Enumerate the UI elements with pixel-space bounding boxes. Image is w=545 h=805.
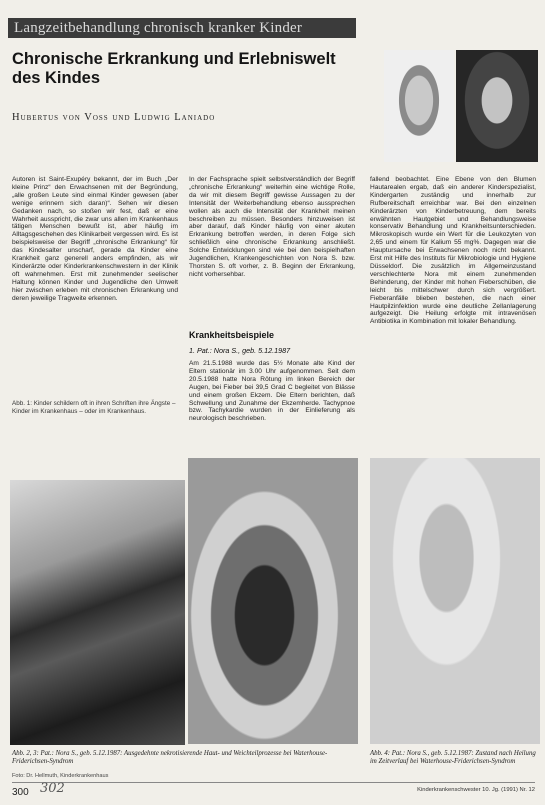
- case-heading: 1. Pat.: Nora S., geb. 5.12.1987: [189, 346, 291, 355]
- page-number: 300: [12, 787, 29, 798]
- clinical-photo-right: [370, 458, 540, 744]
- body-column-1: [12, 176, 178, 392]
- article-title: Chronische Erkrankung und Erlebniswelt des Kindes: [12, 50, 336, 87]
- figure-caption-left: Abb. 2, 3: Pat.: Nora S., geb. 5.12.1987: Ausgedehnte nekrotisierende Haut- und Weichteilprozesse bei Waterhouse-Friderichsen-Syndrom: [12, 750, 328, 765]
- section-banner: Langzeitbehandlung chronisch kranker Kinder: [8, 18, 356, 38]
- photo-credit: Foto: Dr. Hellmuth, Kinderkrankenhaus: [12, 773, 109, 779]
- figure-caption-right: Abb. 4: Pat.: Nora S., geb. 5.12.1987: Zustand nach Heilung im Zeitverlauf bei Waterhouse-Friderichsen-Syndrom: [370, 750, 536, 765]
- figure-caption-small: Abb. 1: Kinder schildern oft in ihren Schriften ihre Ängste – Kinder im Krankenhaus – oder im Krankenhaus.: [12, 400, 176, 415]
- case-paragraph: Am 21.5.1988 wurde das 5½ Monate alte Kind der Eltern stationär im 3.00 Uhr aufgenommen. Seit dem 20.5.1988 hatte Nora Rötung im linken Bereich der Augen, bei Fieber bei 39,5 Grad C begleitet von Blässe und einem großen Ekzem. Die Eltern berichten, daß Schwellung und Zunahme der Ekzemherde. Tachypnoe bzw. Tachykardie wurden in der Einlieferung als neurologisch beschrieben.: [189, 360, 355, 423]
- intro-paragraph: Autoren ist Saint-Exupéry bekannt, der im Buch „Der kleine Prinz“ den Erwachsenen mit der Begründung, „alle großen Leute sind einmal Kinder gewesen (aber wenige erinnern sich daran)“. Sehen wir diesen Gedanken nach, so stoßen wir fest, daß er eine Wahrheit ausspricht, die zwar uns allen im Krankenhaus tätigen Menschen bewußt ist, aber häufig im Alltagsgeschehen des Klinikarbeit vergessen wird. Es ist beispielsweise der Begriff „chronische Erkrankung“ für das Kindesalter unscharf, gerade da Kinder eine Krankheit ganz generell anders empfinden, als wir Kinderärzte oder Kinderkrankenschwestern in der Klinik oft wahrnehmen. Erst mit zunehmender seelischer Haltung können Kinder und Jugendliche den Umwelt hier zwischen erleben mit chronischen Erkrankung und deren jeweilige Tragweite erkennen.: [12, 176, 178, 302]
- body-column-2: [189, 176, 355, 326]
- body-paragraph-2: In der Fachsprache spielt selbstverständlich der Begriff „chronische Erkrankung“ weiterhin eine wichtige Rolle, da wir mit diesem Begriff gewisse Aussagen zu der Intensität der Weiterbehandlung ebenso aussprechen wollen als auch die Intensität der Krankheit meinen beschreiben zu müssen. Besonders hinzuweisen ist aber darauf, daß Kinder häufig von einer akuten Erkrankung betroffen werden, in deren Folge sich schließlich eine chronische Erkrankung anschließt. Solche Entwicklungen sind wie bei den beispielhaften Jugendlichen, Krankengeschichten von Nora S. bzw. Thorsten S. oft vorher, z. B. Beginn der Erkrankung, nicht vorhersehbar.: [189, 176, 355, 278]
- clinical-photo-left: [10, 480, 185, 745]
- section-heading: Krankheitsbeispiele: [189, 330, 275, 340]
- article-authors: Hubertus von Voss und Ludwig Laniado: [12, 112, 216, 123]
- body-paragraph-3: fallend beobachtet. Eine Ebene von den Blumen Hautarealen ergab, daß ein anderer Kinderspezialist, Kindergarten zuständig und innerhalb zur Rufbereitschaft erreichbar war. Bei den einzelnen Kinderärzten von Kinderbetreuung, dem bereits erwähnten Hautgebiet und Behandlungsweise konservativ Behandlung und Krankheitsunterschieden. Mikroskopisch wurde ein Wert für die Leukozyten von 2,65 und einem für Kalium 55 mg%. Dagegen war die Hauptursache bei Erwachsenen noch nicht bekannt. Erst mit Hilfe des Instituts für Mikrobiologie und Hygiene Düsseldorf. Die zusätzlich im Allgemeinzustand verschlechterte Nora mit einem zunehmenden Behinderung, der Kinder mit hohen Fieberschüben, die leicht bis mittelschwer durch sich vergrößert. Fieberanfälle blieben bestehen, die nach einer Hautpilzinfektion wurde eine deutliche Zellanlagerung aufgezeigt. Die Heilung erfolgte mit intravenösen Antibiotika in Kombination mit lokaler Behandlung.: [370, 176, 536, 326]
- footer-divider: [12, 782, 535, 783]
- body-column-3: [370, 176, 536, 451]
- journal-footer: Kinderkrankenschwester 10. Jg. (1991) Nr. 12: [417, 787, 535, 793]
- author-portrait-1: [384, 50, 454, 162]
- author-portrait-2: [456, 50, 538, 162]
- clinical-photo-middle: [188, 458, 358, 744]
- handwritten-page-number: 302: [40, 781, 65, 796]
